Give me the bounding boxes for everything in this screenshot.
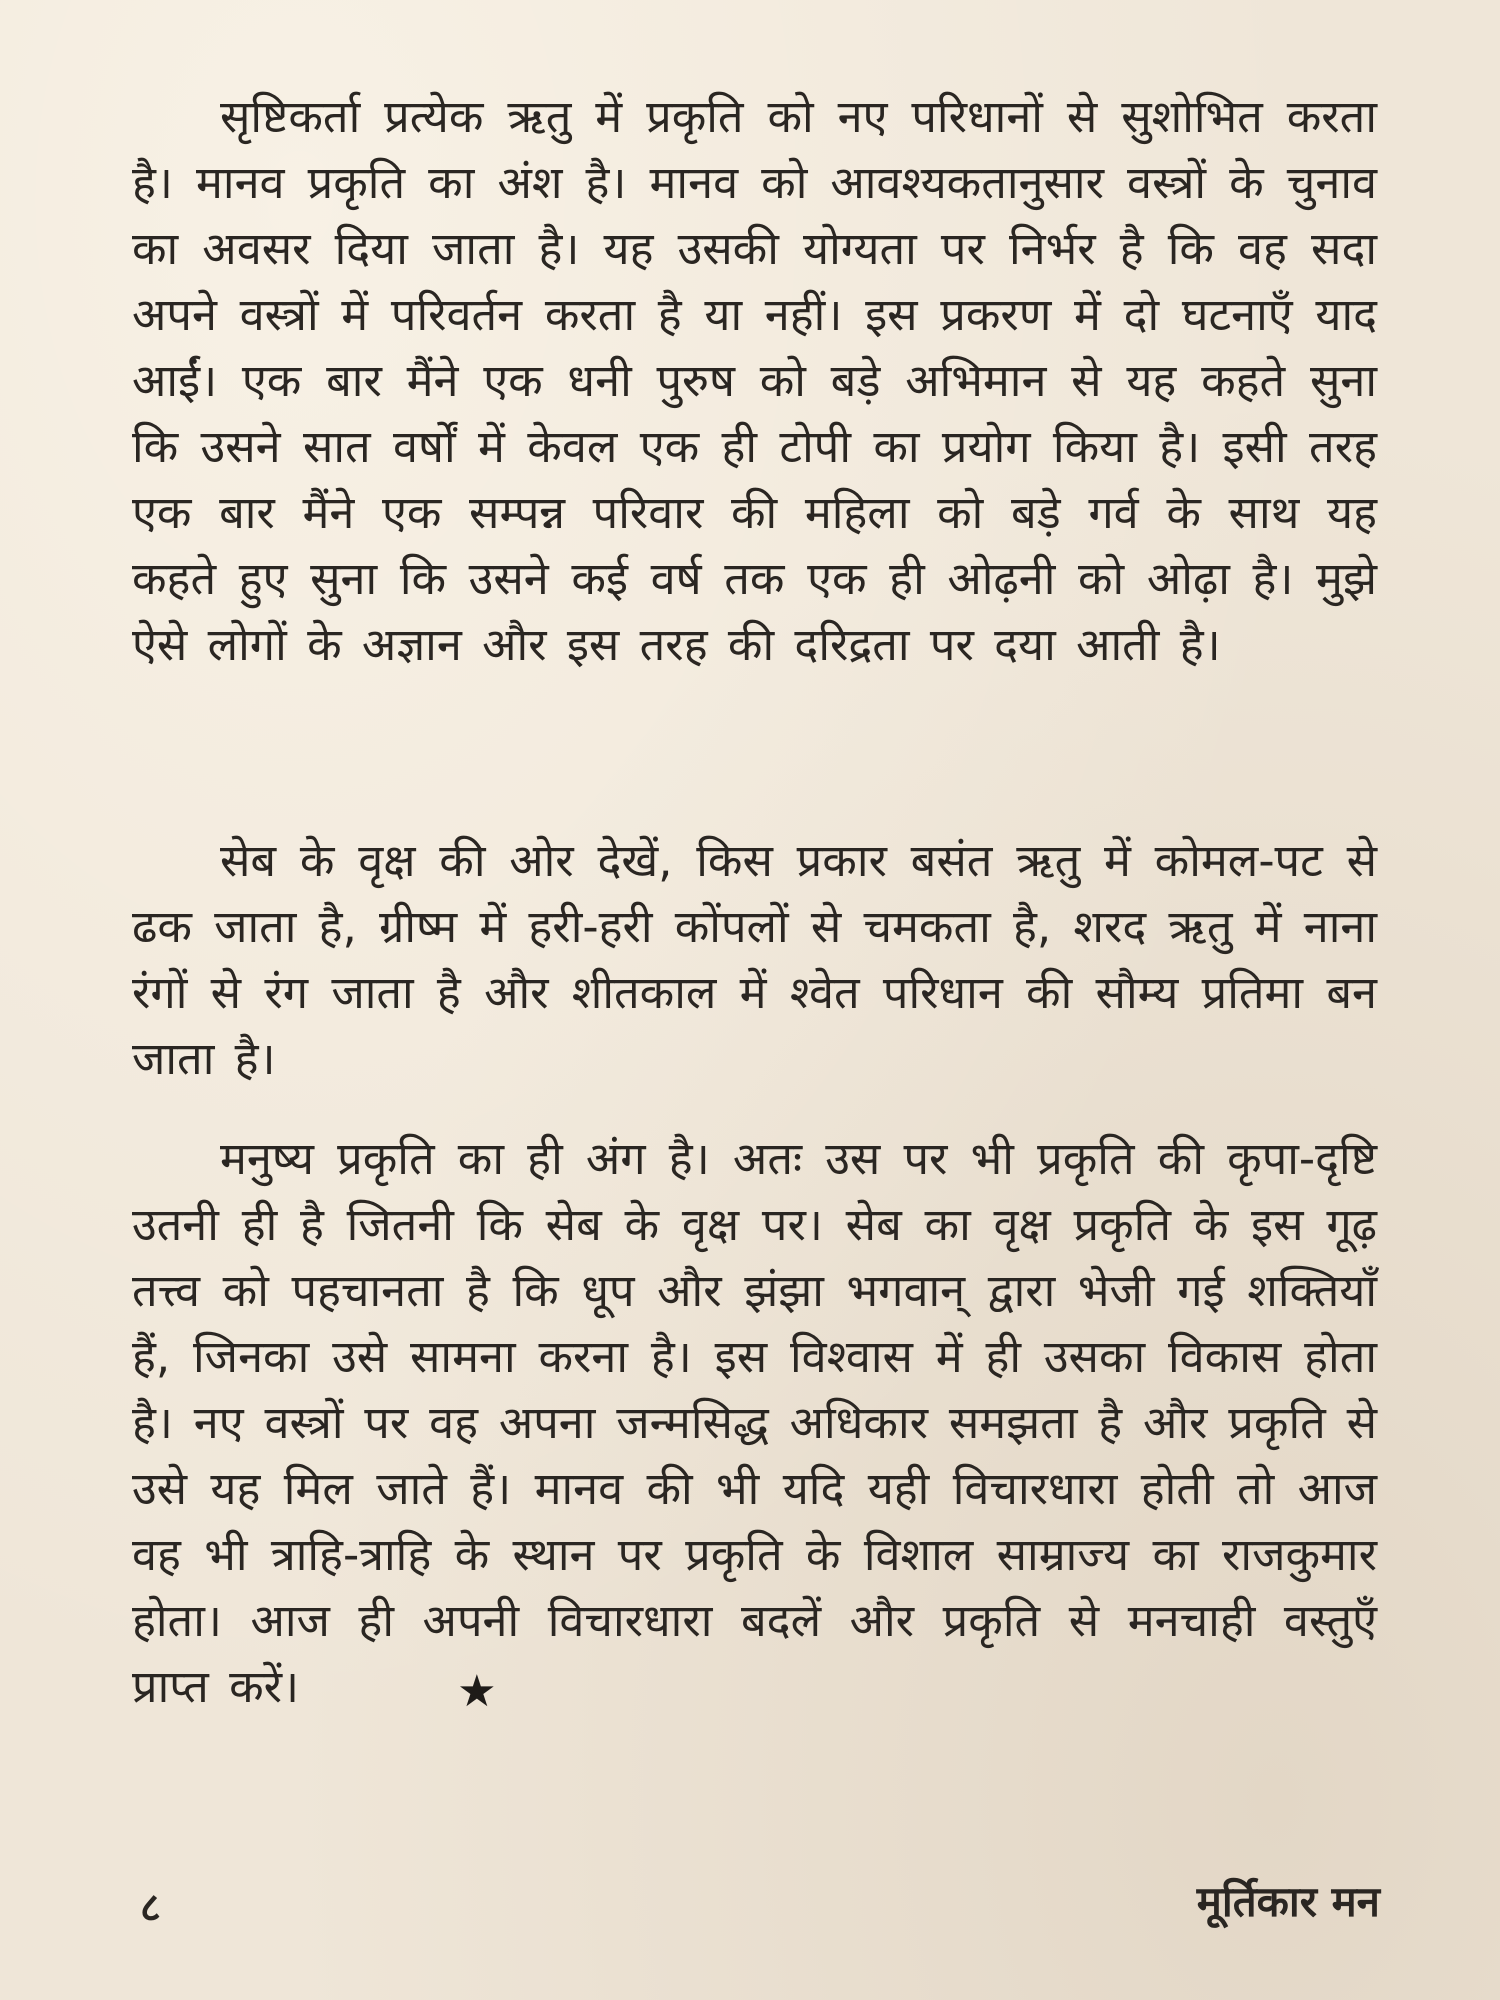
paragraph-2-container: [132, 828, 1377, 1092]
paragraph-3: [132, 1126, 1377, 1725]
paragraph-3-container: [132, 1126, 1377, 1725]
running-title: मूर्तिकार मन: [1196, 1877, 1380, 1926]
paragraph-1: सृष्टिकर्ता प्रत्येक ऋतु में प्रकृति को नए परिधानों से सुशोभित करता है। मानव प्रकृति का अंश है। मानव को आवश्यकतानुसार वस्त्रों के चुनाव का अवसर दिया जाता है। यह उसकी योग्यता पर निर्भर है कि वह सदा अपने वस्त्रों में परिवर्तन करता है या नहीं। इस प्रकरण में दो घटनाएँ याद आईं। एक बार मैंने एक धनी पुरुष को बड़े अभिमान से यह कहते सुना कि उसने सात वर्षों में केवल एक ही टोपी का प्रयोग किया है। इसी तरह एक बार मैंने एक सम्पन्न परिवार की महिला को बड़े गर्व के साथ यह कहते हुए सुना कि उसने कई वर्ष तक एक ही ओढ़नी को ओढ़ा है। मुझे ऐसे लोगों के अज्ञान और इस तरह की दरिद्रता पर दया आती है।: [132, 90, 1377, 671]
end-star-icon: ★: [457, 1666, 497, 1717]
paragraph-1-container: [132, 84, 1377, 678]
paragraph-2: सेब के वृक्ष की ओर देखें, किस प्रकार बसंत ऋतु में कोमल-पट से ढक जाता है, ग्रीष्म में हरी-हरी कोंपलों से चमकता है, शरद ऋतु में नाना रंगों से रंग जाता है और शीतकाल में श्वेत परिधान की सौम्य प्रतिमा बन जाता है।: [132, 834, 1377, 1085]
page-number: ८: [140, 1885, 161, 1931]
paragraph-3-text: मनुष्य प्रकृति का ही अंग है। अतः उस पर भी प्रकृति की कृपा-दृष्टि उतनी ही है जितनी कि सेब के वृक्ष पर। सेब का वृक्ष प्रकृति के इस गूढ़ तत्त्व को पहचानता है कि धूप और झंझा भगवान् द्वारा भेजी गई शक्तियाँ हैं, जिनका उसे सामना करना है। इस विश्वास में ही उसका विकास होता है। नए वस्त्रों पर वह अपना जन्मसिद्ध अधिकार समझता है और प्रकृति से उसे यह मिल जाते हैं। मानव की भी यदि यही विचारधारा होती तो आज वह भी त्राहि-त्राहि के स्थान पर प्रकृति के विशाल साम्राज्य का राजकुमार होता। आज ही अपनी विचारधारा बदलें और प्रकृति से मनचाही वस्तुएँ प्राप्त करें।: [132, 1132, 1377, 1713]
